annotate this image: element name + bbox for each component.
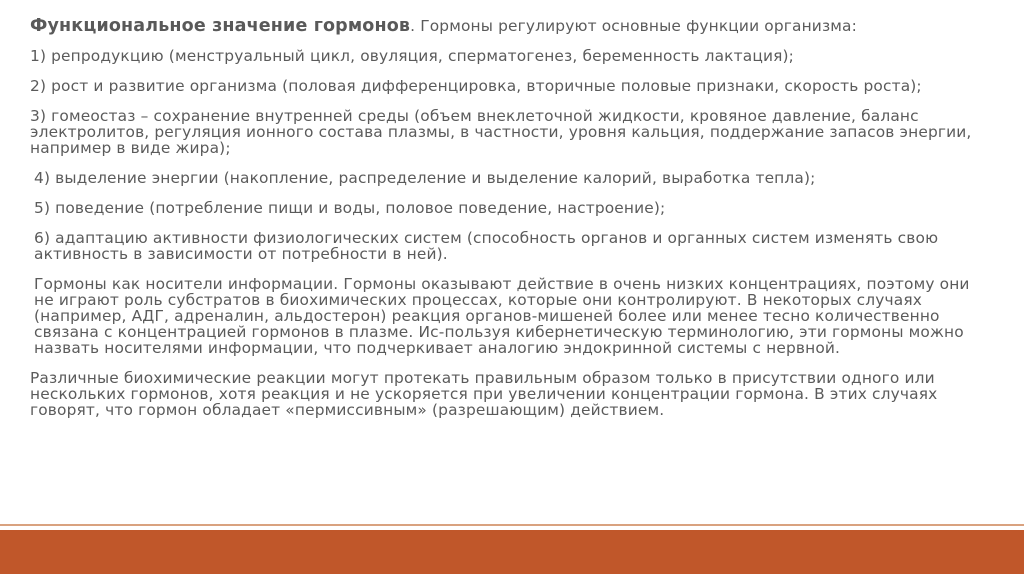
footer-accent-bar: [0, 530, 1024, 574]
item-growth: 2) рост и развитие организма (половая дифференцировка, вторичные половые признаки, скорость роста);: [30, 77, 922, 95]
item-behavior: 5) поведение (потребление пищи и воды, половое поведение, настроение);: [34, 199, 666, 217]
slide-title-continuation: . Гормоны регулируют основные функции организма:: [410, 17, 857, 35]
item-reproduction: 1) репродукцию (менструальный цикл, овуляция, сперматогенез, беременность лактация);: [30, 47, 794, 65]
slide-title: Функциональное значение гормонов: [30, 16, 411, 36]
paragraph-information-carriers: Гормоны как носители информации. Гормоны оказывают действие в очень низких концентрациях, поэтому они не играют роль субстратов в биохимических процессах, которые они контролируют. В некоторых случаях (например, АДГ, адреналин, альдостерон) реакция органов-мишеней более или менее тесно количественно связана с концентрацией гормонов в плазме. Ис-пользуя кибернетическую терминологию, эти гормоны можно назвать носителями информации, что подчеркивает аналогию эндокринной системы с нервной.: [34, 275, 970, 357]
item-homeostasis: 3) гомеостаз – сохранение внутренней среды (объем внеклеточной жидкости, кровяное давление, баланс электролитов, регуляция ионного состава плазмы, в частности, уровня кальция, поддержание запасов энергии, например в виде жира);: [30, 107, 972, 157]
item-adaptation: 6) адаптацию активности физиологических систем (способность органов и органных систем изменять свою активность в зависимости от потребности в ней).: [34, 229, 939, 263]
slide-body: [30, 18, 990, 432]
paragraph-permissive-action: Различные биохимические реакции могут протекать правильным образом только в присутствии одного или нескольких гормонов, хотя реакция и не ускоряется при увеличении концентрации гормона. В этих случаях говорят, что гормон обладает «пермиссивным» (разрешающим) действием.: [30, 369, 938, 419]
item-energy: 4) выделение энергии (накопление, распределение и выделение калорий, выработка тепла);: [34, 169, 816, 187]
footer-divider-line: [0, 524, 1024, 526]
heading-paragraph: [30, 18, 990, 34]
